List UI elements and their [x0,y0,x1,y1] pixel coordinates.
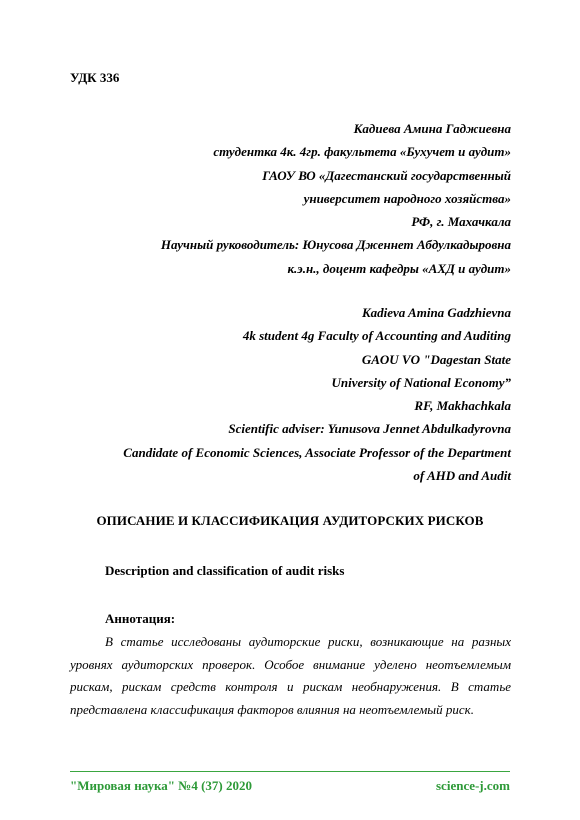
udk-code: УДК 336 [70,70,120,85]
author-university-en-2: University of National Economy” [331,374,511,390]
supervisor-ru: Научный руководитель: Юнусова Дженнет Абдулкадыровна [160,237,511,253]
author-info-en [123,301,511,487]
author-university-ru-1: ГАОУ ВО «Дагестанский государственный [262,167,511,183]
footer-site: science-j.com [436,778,510,793]
footer-journal: "Мировая наука" №4 (37) 2020 [70,778,252,793]
annotation-heading: Аннотация: [105,611,176,626]
supervisor-title-en-2: of AHD and Audit [413,468,511,484]
annotation-text: В статье исследованы аудиторские риски, возникающие на разных уровнях аудиторских проверок. Особое внимание уделено неотъемлемым рискам, рискам средств контроля и рискам необнаружения. В статье представлена классификация факторов влияния на неотъемлемый риск. [70,634,511,717]
author-location-en: RF, Makhachkala [414,398,511,414]
supervisor-title-en-1: Candidate of Economic Sciences, Associate Professor of the Department [123,444,511,460]
footer-divider [70,771,510,772]
author-university-en-1: GAOU VO "Dagestan State [361,351,511,367]
article-title-en: Description and classification of audit risks [105,563,345,578]
article-title-ru: ОПИСАНИЕ И КЛАССИФИКАЦИЯ АУДИТОРСКИХ РИСКОВ [96,513,484,528]
author-location-ru: РФ, г. Махачкала [411,214,511,230]
author-name-ru: Кадиева Амина Гаджиевна [353,121,511,136]
author-info-ru [161,117,511,280]
supervisor-title-ru: к.э.н., доцент кафедры «АХД и аудит» [287,260,511,276]
author-university-ru-2: университет народного хозяйства» [303,190,511,206]
author-position-en: 4k student 4g Faculty of Accounting and Auditing [242,328,511,344]
supervisor-en: Scientific adviser: Yunusova Jennet Abdulkadyrovna [228,421,511,437]
author-position-ru: студентка 4к. 4гр. факультета «Бухучет и аудит» [213,144,511,160]
author-name-en: Kadieva Amina Gadzhievna [361,305,511,320]
